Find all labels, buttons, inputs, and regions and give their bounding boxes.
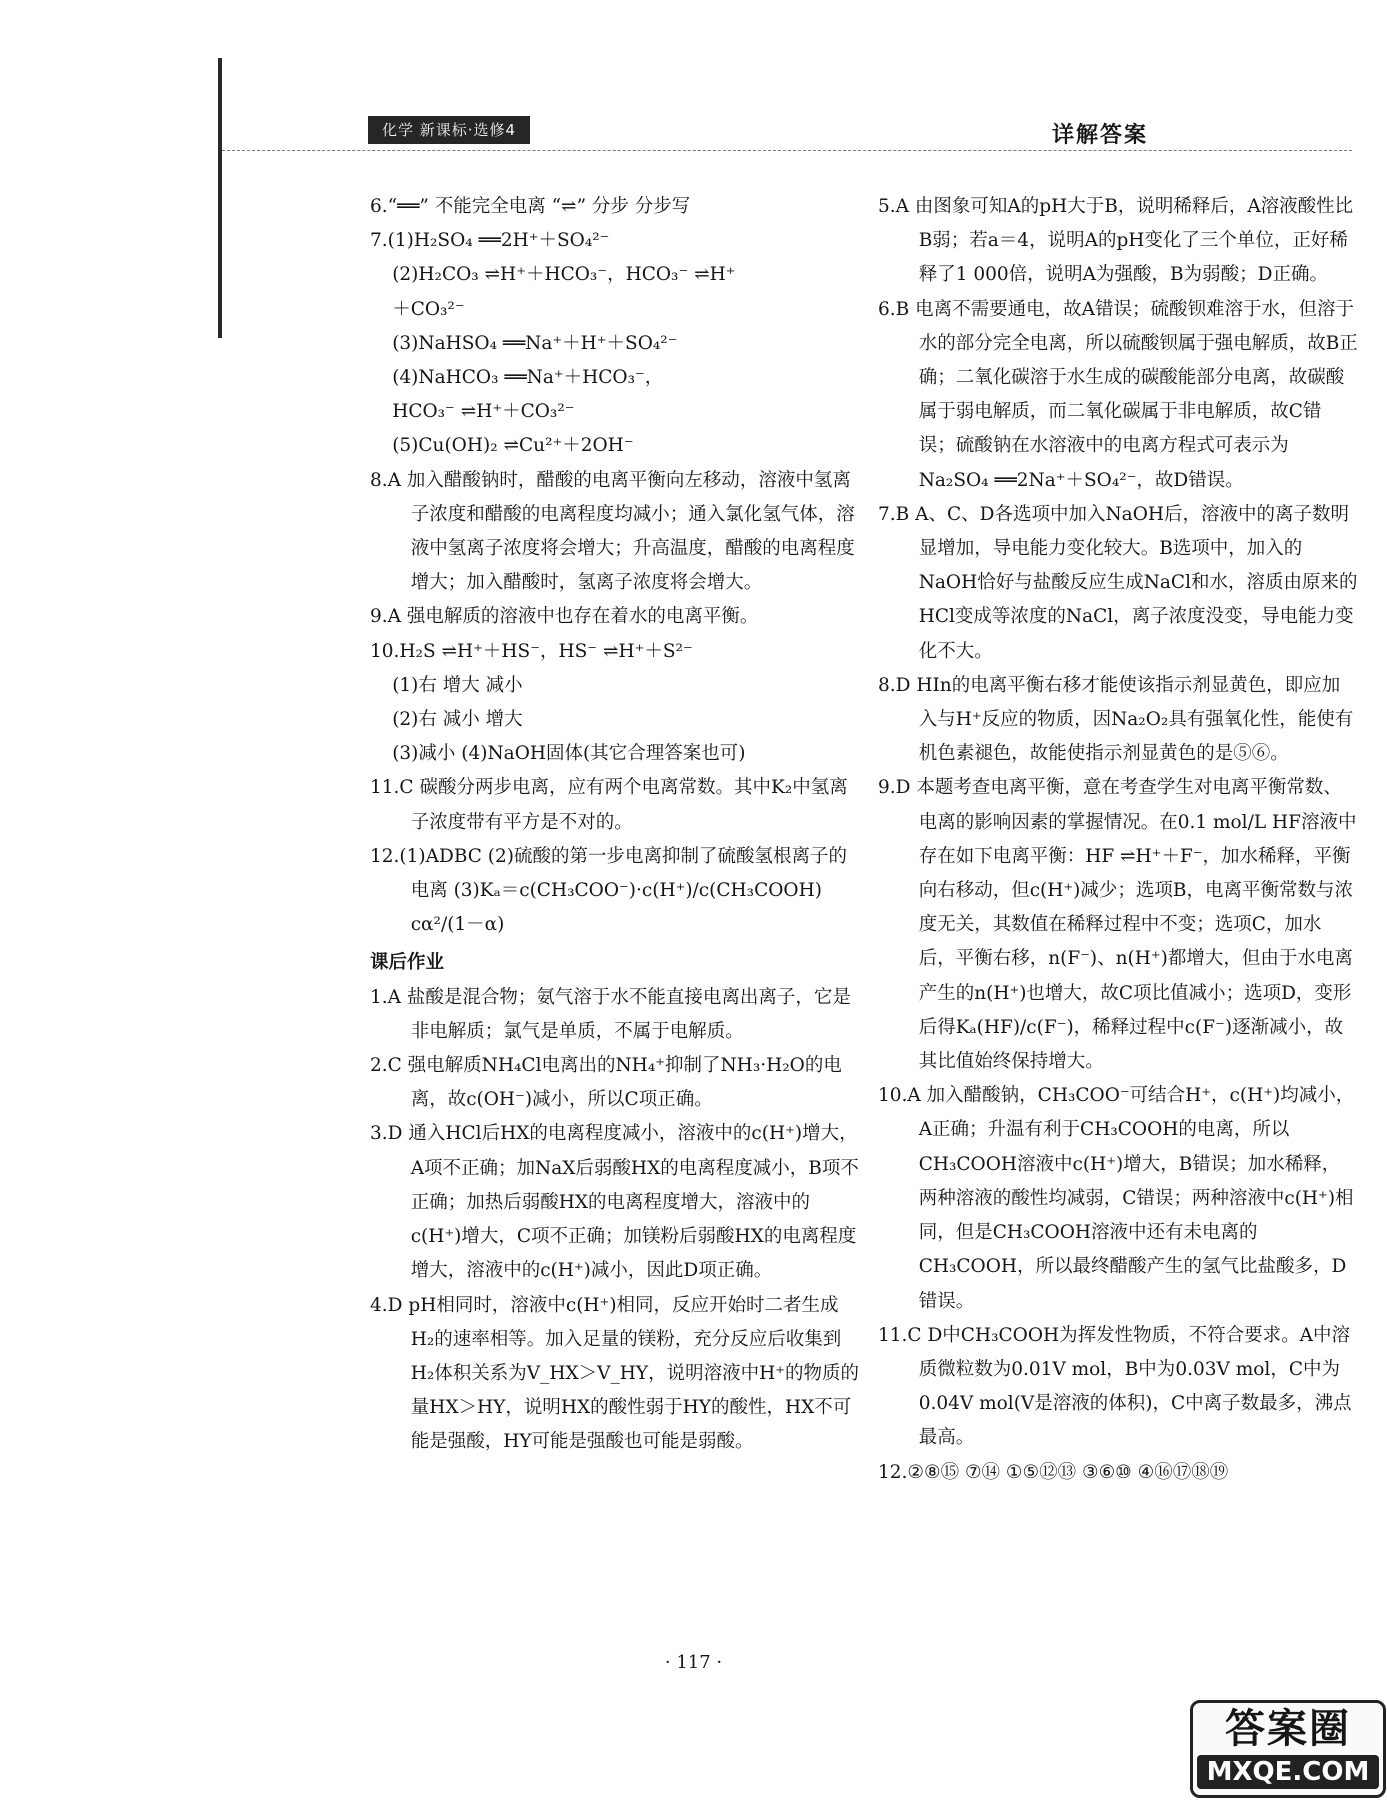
answer-line: 6.B 电离不需要通电，故A错误；硫酸钡难溶于水，但溶于水的部分完全电离，所以硫酸钡属于强电解质，故B正确；二氧化碳溶于水生成的碳酸能部分电离，故碳酸属于弱电解质，而二氧化碳属于非电解质，故C错误；硫酸钠在水溶液中的电离方程式可表示为Na₂SO₄ ══2Na⁺＋SO₄²⁻，故D错误。 <box>878 298 1358 491</box>
answer-line: (4)NaHCO₃ ══Na⁺＋HCO₃⁻， <box>392 367 664 389</box>
binding-line <box>218 58 222 338</box>
answer-line: 7.(1)H₂SO₄ ══2H⁺＋SO₄²⁻ <box>370 230 610 252</box>
answer-line: 11.C D中CH₃COOH为挥发性物质，不符合要求。A中溶质微粒数为0.01V mol，B中为0.03V mol，C中为0.04V mol(V是溶液的体积)，C中离子数最多，沸点最高。 <box>878 1324 1352 1449</box>
page-number: · 117 · <box>664 1652 723 1673</box>
answer-line: 12.(1)ADBC (2)硫酸的第一步电离抑制了硫酸氢根离子的电离 (3)Kₐ＝c(CH₃COO⁻)·c(H⁺)/c(CH₃COOH) cα²/(1－α) <box>370 845 847 936</box>
answer-line: 7.B A、C、D各选项中加入NaOH后，溶液中的离子数明显增加，导电能力变化较大。B选项中，加入的NaOH恰好与盐酸反应生成NaCl和水，溶质由原来的HCl变成等浓度的NaCl，离子浓度没变，导电能力变化不大。 <box>878 503 1358 662</box>
header-title: 详解答案 <box>1052 123 1149 148</box>
watermark-bottom-text: MXQE.COM <box>1197 1755 1379 1789</box>
answer-line: (5)Cu(OH)₂ ⇌Cu²⁺＋2OH⁻ <box>392 435 634 457</box>
section-heading: 课后作业 <box>370 952 445 974</box>
answer-line: (1)右 增大 减小 <box>392 674 523 696</box>
right-answer-column <box>878 190 1358 1490</box>
answer-line: (3)NaHSO₄ ══Na⁺＋H⁺＋SO₄²⁻ <box>392 332 678 354</box>
answer-line: 10.A 加入醋酸钠，CH₃COO⁻可结合H⁺，c(H⁺)均减小，A正确；升温有利于CH₃COOH的电离，所以CH₃COOH溶液中c(H⁺)增大，B错误；加水稀释，两种溶液的酸性均减弱，C错误；两种溶液中c(H⁺)相同，但是CH₃COOH溶液中还有未电离的CH₃COOH，所以最终醋酸产生的氢气比盐酸多，D错误。 <box>878 1085 1355 1312</box>
header-subject-tag: 化学 新课标·选修4 <box>368 116 530 144</box>
answer-line: (3)减小 (4)NaOH固体(其它合理答案也可) <box>392 743 746 765</box>
answer-line: (2)H₂CO₃ ⇌H⁺＋HCO₃⁻，HCO₃⁻ ⇌H⁺ <box>392 264 736 286</box>
answer-line: ＋CO₃²⁻ <box>392 298 465 320</box>
watermark-top-text: 答案圈 <box>1225 1706 1351 1752</box>
answer-line: 3.D 通入HCl后HX的电离程度减小，溶液中的c(H⁺)增大，A项不正确；加NaX后弱酸HX的电离程度减小，B项不正确；加热后弱酸HX的电离程度增大，溶液中的c(H⁺)增大，C项不正确；加镁粉后弱酸HX的电离程度增大，溶液中的c(H⁺)减小，因此D项正确。 <box>370 1123 859 1282</box>
answer-line: (2)右 减小 增大 <box>392 709 523 731</box>
answer-line: 12.②⑧⑮ ⑦⑭ ①⑤⑫⑬ ③⑥⑩ ④⑯⑰⑱⑲ <box>878 1461 1229 1483</box>
answer-line: 5.A 由图象可知A的pH大于B，说明稀释后，A溶液酸性比B弱；若a＝4，说明A的pH变化了三个单位，正好稀释了1 000倍，说明A为强酸，B为弱酸；D正确。 <box>878 196 1354 286</box>
watermark-logo <box>1190 1700 1386 1798</box>
answer-line: 10.H₂S ⇌H⁺＋HS⁻，HS⁻ ⇌H⁺＋S²⁻ <box>370 640 693 662</box>
answer-line: 9.A 强电解质的溶液中也存在着水的电离平衡。 <box>370 606 759 628</box>
answer-line: 8.A 加入醋酸钠时，醋酸的电离平衡向左移动，溶液中氢离子浓度和醋酸的电离程度均减小；通入氯化氢气体，溶液中氢离子浓度将会增大；升高温度，醋酸的电离程度增大；加入醋酸时，氢离子浓度将会增大。 <box>370 469 855 594</box>
left-answer-column <box>370 190 860 1460</box>
answer-line: HCO₃⁻ ⇌H⁺＋CO₃²⁻ <box>392 401 575 423</box>
header-divider <box>222 150 1352 151</box>
answer-line: 4.D pH相同时，溶液中c(H⁺)相同，反应开始时二者生成H₂的速率相等。加入足量的镁粉，充分反应后收集到H₂体积关系为V_HX＞V_HY，说明溶液中H⁺的物质的量HX＞HY，说明HX的酸性弱于HY的酸性，HX不可能是强酸，HY可能是强酸也可能是弱酸。 <box>370 1294 860 1453</box>
answer-line: 9.D 本题考查电离平衡，意在考查学生对电离平衡常数、电离的影响因素的掌握情况。在0.1 mol/L HF溶液中存在如下电离平衡：HF ⇌H⁺＋F⁻，加水稀释，平衡向右移动，但c(H⁺)减少；选项B，电离平衡常数与浓度无关，其数值在稀释过程中不变；选项C，加水后，平衡右移，n(F⁻)、n(H⁺)都增大，但由于水电离产生的n(H⁺)也增大，故C项比值减小；选项D，变形后得Kₐ(HF)/c(F⁻)，稀释过程中c(F⁻)逐渐减小，故其比值始终保持增大。 <box>878 777 1357 1073</box>
answer-line: 8.D HIn的电离平衡右移才能使该指示剂显黄色，即应加入与H⁺反应的物质，因Na₂O₂具有强氧化性，能使有机色素褪色，故能使指示剂显黄色的是⑤⑥。 <box>878 674 1354 765</box>
answer-line: 2.C 强电解质NH₄Cl电离出的NH₄⁺抑制了NH₃·H₂O的电离，故c(OH⁻)减小，所以C项正确。 <box>370 1055 842 1111</box>
answer-line: 6.“══” 不能完全电离 “⇌” 分步 分步写 <box>370 196 691 217</box>
answer-line: 1.A 盐酸是混合物；氨气溶于水不能直接电离出离子，它是非电解质；氯气是单质，不属于电解质。 <box>370 986 851 1042</box>
answer-line: 11.C 碳酸分两步电离，应有两个电离常数。其中K₂中氢离子浓度带有平方是不对的。 <box>370 777 848 833</box>
